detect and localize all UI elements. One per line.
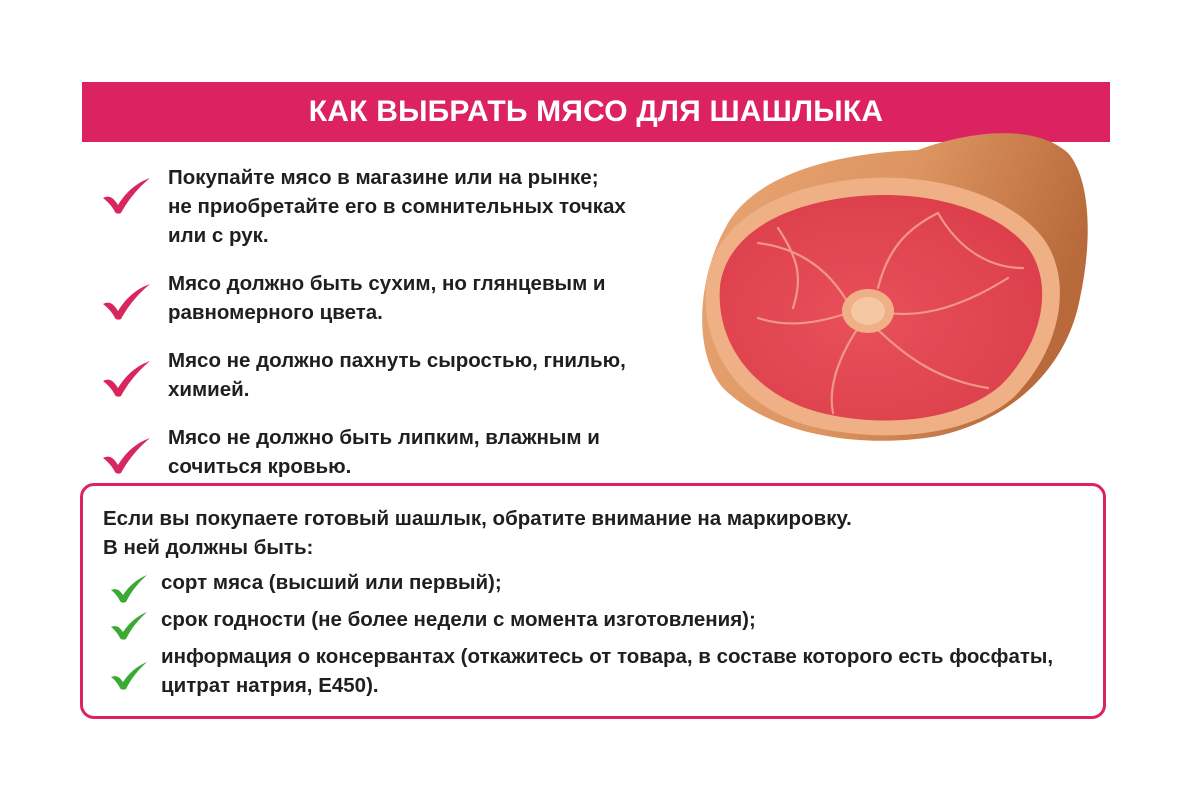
item-text: сорт мяса (высший или первый);	[161, 571, 502, 594]
list-item	[109, 605, 1089, 634]
green-check-icon	[109, 660, 149, 690]
tip-text: Покупайте мясо в магазине или на рынке; не приобретайте его в сомнительных точках или с рук.	[168, 166, 626, 247]
list-item	[100, 346, 680, 404]
page-title: КАК ВЫБРАТЬ МЯСО ДЛЯ ШАШЛЫКА	[308, 95, 884, 128]
list-item	[100, 269, 680, 327]
labeling-list	[109, 568, 1089, 708]
tips-list	[100, 163, 680, 500]
list-item	[109, 642, 1089, 700]
item-text: информация о консервантах (откажитесь от товара, в составе которого есть фосфаты, цитрат натрия, Е450).	[161, 645, 1054, 697]
tip-text: Мясо должно быть сухим, но глянцевым и равномерного цвета.	[168, 272, 606, 324]
info-intro: Если вы покупаете готовый шашлык, обратите внимание на маркировку. В ней должны быть:	[103, 507, 852, 559]
meat-illustration	[688, 118, 1093, 448]
pink-check-icon	[100, 358, 152, 398]
tip-text: Мясо не должно пахнуть сыростью, гнилью, химией.	[168, 349, 626, 401]
item-text: срок годности (не более недели с момента изготовления);	[161, 608, 756, 631]
list-item	[109, 568, 1089, 597]
pink-check-icon	[100, 175, 152, 215]
tip-text: Мясо не должно быть липким, влажным и сочиться кровью.	[168, 426, 600, 478]
pink-check-icon	[100, 435, 152, 475]
list-item	[100, 163, 680, 250]
pink-check-icon	[100, 281, 152, 321]
green-check-icon	[109, 610, 149, 640]
list-item	[100, 423, 680, 481]
green-check-icon	[109, 573, 149, 603]
labeling-info-box	[80, 483, 1106, 719]
